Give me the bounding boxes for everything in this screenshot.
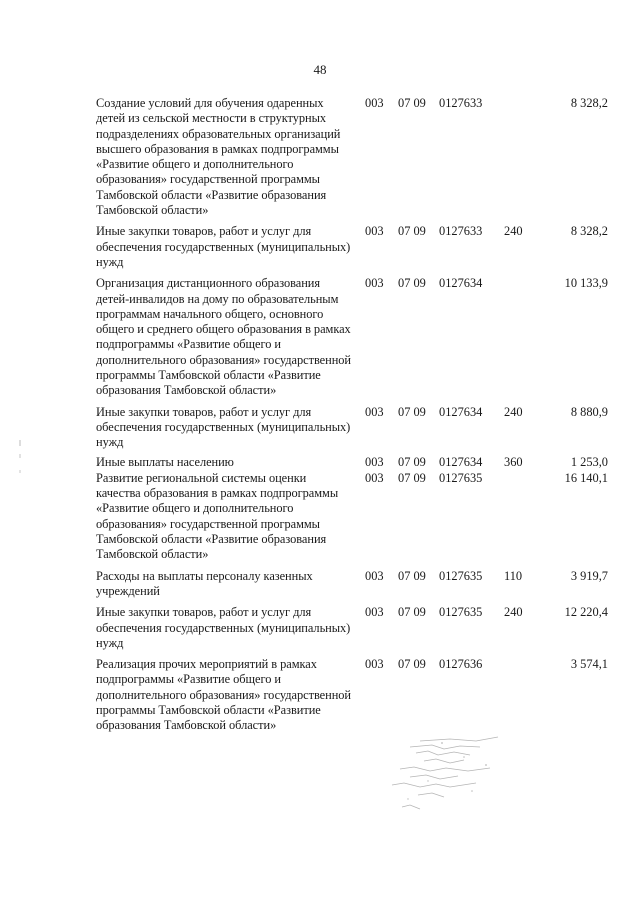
- table-row: [96, 657, 608, 733]
- scan-margin-mark: [18, 440, 22, 480]
- target-article-code: 0127634: [439, 454, 483, 469]
- department-code: 003: [365, 454, 384, 469]
- expense-type-code: 240: [504, 404, 523, 419]
- scan-artifact: [380, 735, 520, 815]
- section-code: 07 09: [398, 568, 426, 583]
- section-code: 07 09: [398, 96, 426, 110]
- expense-type-code: 360: [504, 454, 523, 469]
- target-article-code: 0127634: [439, 276, 483, 291]
- section-code: 07 09: [398, 657, 426, 672]
- page-number: 48: [313, 62, 327, 77]
- table-row: [96, 455, 608, 470]
- department-code: 003: [365, 96, 384, 110]
- amount: 8 880,9: [570, 404, 608, 419]
- budget-table: [96, 96, 608, 738]
- department-code: 003: [365, 276, 384, 291]
- target-article-code: 0127633: [439, 224, 483, 239]
- target-article-code: 0127633: [439, 96, 483, 110]
- table-row: [96, 224, 608, 270]
- amount: 8 328,2: [570, 96, 608, 110]
- target-article-code: 0127635: [439, 568, 483, 583]
- table-row: [96, 471, 608, 563]
- department-code: 003: [365, 605, 384, 620]
- expense-type-code: 240: [504, 605, 523, 620]
- expense-name: Иные закупки товаров, работ и услуг для обеспечения государственных (муниципальных) нужд: [96, 404, 351, 450]
- amount: 10 133,9: [564, 276, 608, 291]
- target-article-code: 0127636: [439, 657, 483, 672]
- expense-name: Расходы на выплаты персоналу казенных учреждений: [96, 568, 313, 598]
- expense-name: Иные закупки товаров, работ и услуг для обеспечения государственных (муниципальных) нужд: [96, 605, 351, 650]
- amount: 1 253,0: [570, 454, 608, 469]
- table-row: [96, 605, 608, 651]
- department-code: 003: [365, 224, 384, 239]
- table-row: [96, 569, 608, 600]
- target-article-code: 0127635: [439, 605, 483, 620]
- section-code: 07 09: [398, 224, 426, 239]
- section-code: 07 09: [398, 470, 426, 485]
- amount: 3 919,7: [570, 568, 608, 583]
- department-code: 003: [365, 470, 384, 485]
- amount: 16 140,1: [564, 470, 608, 485]
- amount: 8 328,2: [570, 224, 608, 239]
- target-article-code: 0127635: [439, 470, 483, 485]
- expense-name: Иные выплаты населению: [96, 454, 234, 469]
- expense-name: Создание условий для обучения одаренных детей из сельской местности в структурных подразделениях образовательных организаций высшего образования в рамках подпрограммы «Развитие общего и дополнительного образования» государственной программы Тамбовской области «Развитие образования Тамбовской области»: [96, 96, 341, 218]
- expense-type-code: 240: [504, 224, 523, 239]
- target-article-code: 0127634: [439, 404, 483, 419]
- expense-name: Развитие региональной системы оценки качества образования в рамках подпрограммы «Развитие общего и дополнительного образования» государственной программы Тамбовской области «Развитие образования Тамбовской области»: [96, 470, 339, 562]
- department-code: 003: [365, 568, 384, 583]
- amount: 12 220,4: [564, 605, 608, 620]
- section-code: 07 09: [398, 454, 426, 469]
- section-code: 07 09: [398, 276, 426, 291]
- section-code: 07 09: [398, 404, 426, 419]
- expense-name: Организация дистанционного образования детей-инвалидов на дому по образовательным программам начального общего, основного общего и среднего общего образования в рамках подпрограммы «Развитие общего и дополнительного образования» государственной программы Тамбовской области «Развитие образования Тамбовской области»: [96, 276, 352, 398]
- department-code: 003: [365, 657, 384, 672]
- department-code: 003: [365, 404, 384, 419]
- section-code: 07 09: [398, 605, 426, 620]
- table-row: [96, 96, 608, 218]
- expense-type-code: 110: [504, 568, 523, 583]
- table-row: [96, 276, 608, 398]
- amount: 3 574,1: [570, 657, 608, 672]
- expense-name: Иные закупки товаров, работ и услуг для обеспечения государственных (муниципальных) нужд: [96, 224, 351, 269]
- expense-name: Реализация прочих мероприятий в рамках подпрограммы «Развитие общего и дополнительного образования» государственной программы Тамбовской области «Развитие образования Тамбовской области»: [96, 657, 352, 733]
- table-row: [96, 405, 608, 451]
